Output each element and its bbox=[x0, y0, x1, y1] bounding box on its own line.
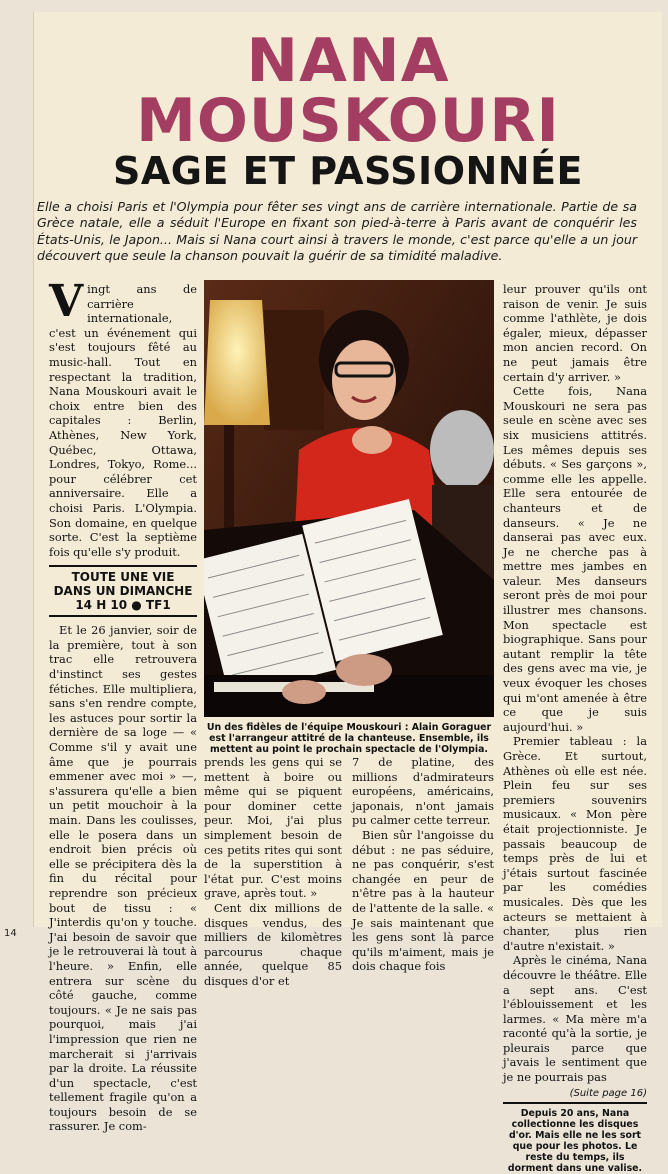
text-column-1 bbox=[49, 276, 197, 1134]
headline-last-name: MOUSKOURI bbox=[136, 86, 560, 156]
magazine-page bbox=[33, 12, 662, 1174]
tv-program-box bbox=[49, 565, 197, 617]
tv-box-line-2: DANS UN DIMANCHE bbox=[53, 584, 193, 599]
col1-paragraph-1: ingt ans de carrière internationale, c'est un événement qui s'est toujours fêté au music-hall. Tout en respectant la tradition, Nana Mouskouri avait le choix entre bien des capitales : Berlin, Athènes, New York, Québec, Ottawa, Londres, Tokyo, Rome... pour célébrer cet anniversaire. Elle a choisi Paris. L'Olympia. Son domaine, en quelque sorte. C'est la septième fois qu'elle s'y produit. bbox=[49, 282, 197, 559]
secondary-caption: Depuis 20 ans, Nana collectionne les disques d'or. Mais elle ne les sort que pour les photos. Le reste du temps, ils dorment dans une valise. bbox=[507, 1108, 643, 1174]
text-column-2 bbox=[204, 755, 342, 989]
headline-subtitle: SAGE ET PASSIONNÉE bbox=[112, 149, 584, 193]
text-column-3 bbox=[352, 755, 494, 974]
continued-note: (Suite page 16) bbox=[503, 1087, 647, 1105]
tv-box-line-3: 14 H 10 ● TF1 bbox=[75, 598, 171, 613]
photo-illustration bbox=[204, 280, 494, 717]
tv-box-line-1: TOUTE UNE VIE bbox=[71, 570, 175, 585]
col4-paragraph-3: Premier tableau : la Grèce. Et surtout, Athènes où elle est née. Plein feu sur ses premiers souvenirs musicaux. « Mon père était projectionniste. Je passais beaucoup de temps près de lui et j'étais surtout fascinée par les comédies musicales. Dès que les acteurs se mettaient à chanter, plus rien d'autre n'existait. » bbox=[503, 734, 647, 953]
lamp-shade bbox=[204, 300, 270, 425]
article-photo bbox=[204, 280, 494, 717]
text-column-4 bbox=[503, 282, 647, 1174]
photo-caption: Un des fidèles de l'équipe Mouskouri : Alain Goraguer est l'arrangeur attitré de la chanteuse. Ensemble, ils mettent au point le prochain spectacle de l'Olympia. bbox=[206, 722, 492, 756]
col2-paragraph-2: Cent dix millions de disques vendus, des milliers de kilomètres parcourus chaque année, quelque 85 disques d'or et bbox=[204, 900, 342, 988]
singer-face bbox=[332, 340, 396, 420]
col2-paragraph-1: prends les gens qui se mettent à boire ou même qui se piquent pour dominer cette peur. Moi, j'ai plus simplement besoin de ces petits rites qui sont de la superstition à l'état pur. C'est moins grave, après tout. » bbox=[204, 755, 342, 901]
page-number: 14 bbox=[4, 928, 17, 939]
col1-paragraph-2: Et le 26 janvier, soir de la première, tout à son trac elle retrouvera d'instinct ses gestes fétiches. Elle multipliera, sans s'en rendre compte, les astuces pour sortir la dernière de sa loge — « Comme s'il y avait une âme que je pourrais emmener avec moi » —, s'assurera qu'elle a bien un petit mouchoir à la main. Dans les coulisses, elle le posera dans un endroit bien précis où elle se précipitera dès la fin du récital pour reprendre son précieux bout de tissu : « J'interdis qu'on y touche. J'ai besoin de savoir que je le retrouverai là tout à l'heure. » Enfin, elle entrera sur scène du côté gauche, comme toujours. « Je ne sais pas pourquoi, mais j'ai l'impression que rien ne marcherait si j'arrivais par la droite. La réussite d'un spectacle, c'est tellement fragile qu'on a toujours besoin de se rassurer. Je com- bbox=[49, 623, 197, 1134]
headline-first-name: NANA bbox=[246, 26, 450, 96]
col3-paragraph-2: Bien sûr l'angoisse du début : ne pas séduire, ne pas conquérir, s'est changée en peur de n'être pas à la hauteur de l'attente de la salle. « Je sais maintenant que les gens sont là parce qu'ils m'aiment, mais je dois chaque fois bbox=[352, 827, 494, 974]
drop-cap: V bbox=[49, 276, 84, 327]
article-lead: Elle a choisi Paris et l'Olympia pour fêter ses vingt ans de carrière internationale. Partie de sa Grèce natale, elle a séduit l'Europe en fixant son pied-à-terre à Paris avant de conquérir les États-Unis, le Japon... Mais si Nana court ainsi à travers le monde, c'est parce qu'elle a un jour découvert que seule la chanson pouvait la guérir de sa timidité maladive. bbox=[37, 199, 637, 264]
col4-paragraph-2: Cette fois, Nana Mouskouri ne sera pas seule en scène avec ses six musiciens attitrés. Les mêmes depuis ses débuts. « Ses garçons », comme elle les appelle. Elle sera entourée de chanteurs et de danseurs. « Je ne danserai pas avec eux. Je ne cherche pas à mettre mes jambes en valeur. Mes danseurs seront près de moi pour illustrer mes chansons. Mon spectacle est biographique. Sans pour autant remplir la tête des gens avec ma vie, je veux évoquer les choses qui m'ont amenée à être ce que je suis aujourd'hui. » bbox=[503, 384, 647, 734]
col4-paragraph-1: leur prouver qu'ils ont raison de venir. Je suis comme l'athlète, je dois égaler, mieux, dépasser mon ancien record. On ne peut jamais être certain d'y arriver. » bbox=[503, 282, 647, 384]
col4-paragraph-4: Après le cinéma, Nana découvre le théâtre. Elle a sept ans. C'est l'éblouissement et les larmes. « Ma mère m'a raconté qu'à la sortie, je pleurais parce que j'avais le sentiment que je ne pourrais pas bbox=[503, 953, 647, 1085]
col3-paragraph-1: 7 de platine, des millions d'admirateurs européens, américains, japonais, n'ont jamais pu calmer cette terreur. bbox=[352, 755, 494, 828]
